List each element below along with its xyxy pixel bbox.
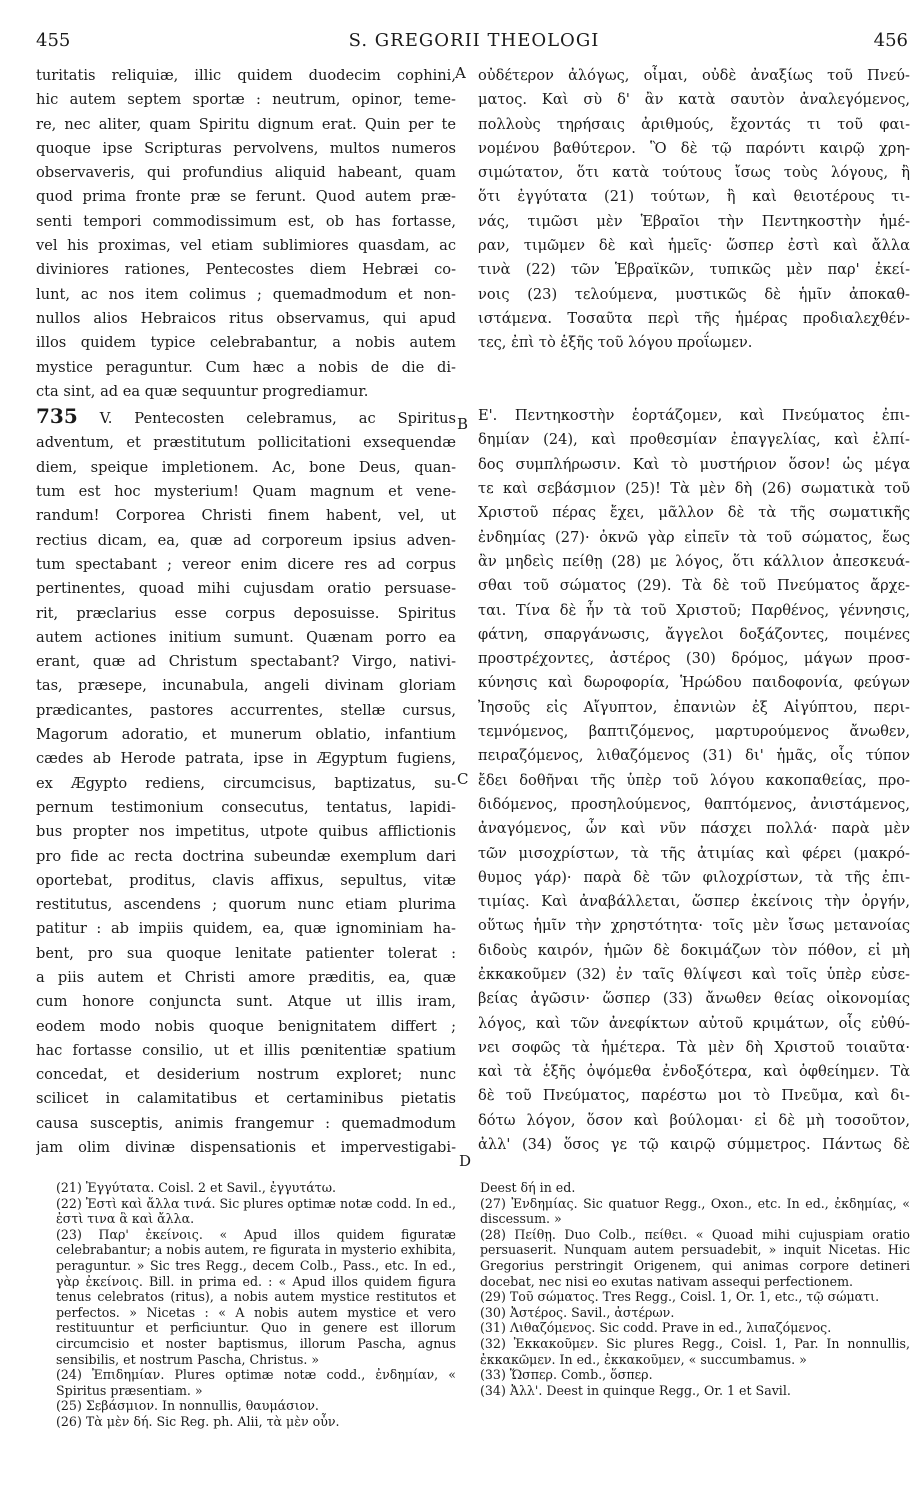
latin-line: restitutus, ascendens ; quorum nunc etiam plurima bbox=[36, 896, 456, 914]
section-number: 735 bbox=[36, 404, 78, 429]
greek-line: ὅτι ἐγγύτατα (21) τούτων, ἢ καὶ θειοτέρους τι- bbox=[478, 188, 910, 206]
footnote: (33) Ὥσπερ. Comb., ὅσπερ. bbox=[480, 1367, 653, 1383]
latin-line: pernum testimonium consecutus, tentatus, lapidi- bbox=[36, 798, 456, 816]
greek-line: Χριστοῦ πέρας ἔχει, μᾶλλον δὲ τὰ τῆς σωματικῆς bbox=[478, 504, 910, 522]
margin-letter-b: B bbox=[457, 415, 469, 433]
greek-line: ματος. Καὶ σὺ δ' ἂν κατὰ σαυτὸν ἀναλεγόμενος, bbox=[478, 91, 910, 109]
greek-line: προστρέχοντες, ἀστέρος (30) δρόμος, μάγων προσ- bbox=[478, 650, 910, 668]
latin-line: eodem modo nobis quoque benignitatem differt ; bbox=[36, 1017, 456, 1035]
greek-line: φάτνη, σπαργάνωσις, ἄγγελοι δοξάζοντες, ποιμένες bbox=[478, 625, 910, 643]
latin-line: rit, præclarius esse corpus deposuisse. Spiritus bbox=[36, 604, 456, 622]
greek-line: τε καὶ σεβάσμιον (25)! Τὰ μὲν δὴ (26) σωματικὰ τοῦ bbox=[478, 480, 910, 498]
greek-column bbox=[478, 64, 910, 1157]
footnote: (25) Σεβάσμιον. In nonnullis, θαυμάσιον. bbox=[56, 1398, 319, 1414]
greek-line: ἀναγόμενος, ὧν καὶ νῦν πάσχει πολλά· παρὰ μὲν bbox=[478, 820, 910, 838]
greek-line: νει σοφῶς τὰ ἡμέτερα. Τὰ μὲν δὴ Χριστοῦ τοιαῦτα· bbox=[478, 1038, 910, 1056]
latin-line: jam olim divinæ dispensationis et impervestigabi- bbox=[36, 1139, 456, 1157]
footnote: (28) Πείθῃ. Duo Colb., πείθει. « Quoad mihi cujuspiam oratio persuaserit. Nunquam autem persuadebit, » inquit Nicetas. Hic Gregorius perstringit Origenem, qui animas corpore detineri docebat, nec nisi eo exutas nativam assequi perfectionem. bbox=[480, 1226, 910, 1289]
greek-line: τῶν μισοχρίστων, τὰ τῆς ἀτιμίας καὶ φέρει (μακρό- bbox=[478, 844, 910, 862]
latin-line: illos quidem typice celebrabantur, a nobis autem bbox=[36, 334, 456, 352]
latin-line-text: V. Pentecosten celebramus, ac Spiritus bbox=[99, 410, 456, 428]
latin-line: tum est hoc mysterium! Quam magnum et vene- bbox=[36, 483, 456, 501]
latin-line: quod prima fronte præ se ferunt. Quod autem præ- bbox=[36, 188, 456, 206]
greek-line: νάς, τιμῶσι μὲν Ἑβραῖοι τὴν Πεντηκοστὴν ἡμέ- bbox=[478, 212, 910, 230]
margin-letter-d: D bbox=[459, 1152, 472, 1170]
latin-line: bus propter nos impetitus, utpote quibus afflictionis bbox=[36, 823, 456, 841]
latin-line: Magorum adoratio, et munerum oblatio, infantium bbox=[36, 726, 456, 744]
latin-line: cta sint, ad ea quæ sequuntur progrediamur. bbox=[36, 382, 369, 400]
latin-paragraph-1 bbox=[36, 64, 456, 404]
margin-letter-a: A bbox=[455, 64, 466, 82]
footnote: (26) Τὰ μὲν δή. Sic Reg. ph. Alii, τὰ μὲν οὖν. bbox=[56, 1413, 340, 1429]
greek-line: δημίαν (24), καὶ προθεσμίαν ἐπαγγελίας, καὶ ἐλπί- bbox=[478, 431, 910, 449]
margin-letter-c: C bbox=[457, 770, 469, 788]
latin-line: rectius dicam, ea, quæ ad corporeum ipsius adven- bbox=[36, 531, 456, 549]
footnote: (22) Ἐστὶ καὶ ἄλλα τινά. Sic plures optimæ notæ codd. In ed., ἐστὶ τινα ἃ καὶ ἄλλα. bbox=[56, 1195, 456, 1227]
footnote: Deest δή in ed. bbox=[480, 1180, 576, 1195]
greek-line: ιστάμενα. Τοσαῦτα περὶ τῆς ἡμέρας προδιαλεχθέν- bbox=[478, 309, 910, 327]
latin-line: observaveris, qui profundius aliquid habeant, quam bbox=[36, 164, 456, 182]
spacer bbox=[478, 356, 910, 405]
greek-line: νοις (23) τελούμενα, μυστικῶς δὲ ἡμῖν ἀποκαθ- bbox=[478, 285, 910, 303]
greek-line: τιμίας. Καὶ ἀναβάλλεται, ὥσπερ ἐκείνοις τὴν ὀργήν, bbox=[478, 893, 910, 911]
greek-line: ἐνδημίας (27)· ὀκνῶ γὰρ εἰπεῖν τὰ τοῦ σώματος, ἕως bbox=[478, 528, 910, 546]
footnotes-right bbox=[480, 1180, 910, 1398]
latin-line: concedat, et desiderium nostrum exploret; nunc bbox=[36, 1066, 456, 1084]
footnotes-left bbox=[56, 1180, 456, 1430]
footnote: (27) Ἐνδημίας. Sic quatuor Regg., Oxon., etc. In ed., ἐκδημίας, « discessum. » bbox=[480, 1195, 910, 1227]
footnote: (34) Ἀλλ'. Deest in quinque Regg., Or. 1 et Savil. bbox=[480, 1382, 791, 1398]
greek-line: λόγος, καὶ τῶν ἀνεφίκτων αὐτοῦ κριμάτων, οἷς εὐθύ- bbox=[478, 1014, 910, 1032]
latin-line: hic autem septem sportæ : neutrum, opinor, teme- bbox=[36, 91, 456, 109]
greek-line: διδόμενος, προσηλούμενος, θαπτόμενος, ἀνιστάμενος, bbox=[478, 795, 910, 813]
footnote: (32) Ἐκκακοῦμεν. Sic plures Regg., Coisl. 1, Par. In nonnullis, ἐκκακῶμεν. In ed., ἐκκακοῦμεν, « succumbamus. » bbox=[480, 1335, 910, 1367]
latin-line: diem, speique impletionem. Ac, bone Deus, quan- bbox=[36, 458, 456, 476]
footnote: (31) Λιθαζόμενος. Sic codd. Prave in ed., λιπαζόμενος. bbox=[480, 1320, 832, 1336]
latin-line: randum! Corporea Christi finem habent, vel, ut bbox=[36, 507, 456, 525]
latin-paragraph-2 bbox=[36, 404, 456, 1160]
running-title: S. GREGORII THEOLOGI bbox=[348, 30, 600, 51]
page-number-right: 456 bbox=[873, 30, 908, 51]
greek-line: βείας ἀγῶσιν· ὥσπερ (33) ἄνωθεν θείας οἰκονομίας bbox=[478, 990, 910, 1008]
latin-line: adventum, et præstitutum pollicitationi exsequendæ bbox=[36, 434, 456, 452]
footnote: (29) Τοῦ σώματος. Tres Regg., Coisl. 1, Or. 1, etc., τῷ σώματι. bbox=[480, 1289, 880, 1305]
latin-line: vel his proximas, vel etiam sublimiores quasdam, ac bbox=[36, 237, 456, 255]
greek-line: ἐκκακοῦμεν (32) ἐν ταῖς θλίψεσι καὶ τοῖς ὑπὲρ εὐσε- bbox=[478, 965, 910, 983]
greek-line: διδοὺς καιρόν, ἡμῶν δὲ δοκιμάζων τὸν πόθον, εἰ μὴ bbox=[478, 941, 910, 959]
latin-line: quoque ipse Scripturas pervolvens, multos numeros bbox=[36, 139, 456, 157]
latin-line: bent, pro sua quoque lenitate patienter tolerat : bbox=[36, 944, 456, 962]
latin-line: re, nec aliter, quam Spiritu dignum erat. Quin per te bbox=[36, 115, 456, 133]
greek-paragraph-1 bbox=[478, 64, 910, 356]
latin-line: diviniores rationes, Pentecostes diem Hebræi co- bbox=[36, 261, 456, 279]
greek-line: Ε'. Πεντηκοστὴν ἑορτάζομεν, καὶ Πνεύματος ἐπι- bbox=[478, 407, 910, 425]
footnote: (30) Ἀστέρος. Savil., ἀστέρων. bbox=[480, 1304, 675, 1320]
latin-line: mystice peraguntur. Cum hæc a nobis de die di- bbox=[36, 358, 456, 376]
greek-line: Ἰησοῦς εἰς Αἴγυπτον, ἐπανιὼν ἐξ Αἰγύπτου, περι- bbox=[478, 698, 910, 716]
footnote: (23) Παρ' ἐκείνοις. « Apud illos quidem figuratæ celebrabantur; a nobis autem, re figurata in mysterio exhibita, peraguntur. » Sic tres Regg., decem Colb., Pass., etc. In ed., γὰρ ἐκείνοις. Bill. in prima ed. : « Apud illos quidem figura tenus celebratos (ritus), a nobis autem mystice restitutos et perfectos. » Nicetas : « A nobis autem mystice et vero restituuntur et perficiuntur. Quo in genere est illorum circumcisio et noster baptismus, illorum Pascha, agnus sensibilis, et nostrum Pascha, Christus. » bbox=[56, 1226, 456, 1367]
latin-line: erant, quæ ad Christum spectabant? Virgo, nativi- bbox=[36, 653, 456, 671]
greek-line: δότω λόγον, ὅσον καὶ βούλομαι· εἰ δὲ μὴ τοσοῦτον, bbox=[478, 1111, 910, 1129]
greek-line: σιμώτατον, ὅτι κατὰ τούτους ἴσως τοὺς λόγους, ἢ bbox=[478, 164, 910, 182]
footnote: (24) Ἐπιδημίαν. Plures optimæ notæ codd., ἐνδημίαν, « Spiritus præsentiam. » bbox=[56, 1367, 456, 1398]
latin-line: cædes ab Herode patrata, ipse in Ægyptum fugiens, bbox=[36, 750, 456, 768]
greek-line: ται. Τίνα δὲ ἦν τὰ τοῦ Χριστοῦ; Παρθένος, γέννησις, bbox=[478, 601, 910, 619]
page-number-left: 455 bbox=[36, 30, 71, 51]
greek-line: δος συμπλήρωσιν. Καὶ τὸ μυστήριον ὅσον! ὡς μέγα bbox=[478, 455, 910, 473]
latin-line: senti tempori commodissimum est, ob has fortasse, bbox=[36, 212, 456, 230]
greek-line: οὐδέτερον ἀλόγως, οἶμαι, οὐδὲ ἀναξίως τοῦ Πνεύ- bbox=[478, 67, 910, 84]
greek-paragraph-2 bbox=[478, 404, 910, 1157]
latin-line: scilicet in calamitatibus et certaminibus pietatis bbox=[36, 1090, 456, 1108]
latin-line bbox=[36, 404, 456, 431]
greek-line: τες, ἐπὶ τὸ ἑξῆς τοῦ λόγου προΐωμεν. bbox=[478, 334, 753, 352]
latin-line: oportebat, proditus, clavis affixus, sepultus, vitæ bbox=[36, 871, 456, 889]
latin-line: tas, præsepe, incunabula, angeli divinam gloriam bbox=[36, 677, 456, 695]
latin-line: ex Ægypto rediens, circumcisus, baptizatus, su- bbox=[36, 774, 456, 792]
greek-line: δὲ τοῦ Πνεύματος, παρέστω μοι τὸ Πνεῦμα, καὶ δι- bbox=[478, 1087, 910, 1105]
greek-line: πειραζόμενος, λιθαζόμενος (31) δι' ἡμᾶς, οἷς τύπον bbox=[478, 747, 910, 765]
latin-column bbox=[36, 64, 456, 1160]
latin-line: causa susceptis, animis frangemur : quemadmodum bbox=[36, 1114, 456, 1132]
latin-line: lunt, ac nos item colimus ; quemadmodum et non- bbox=[36, 285, 456, 303]
latin-line: pro fide ac recta doctrina subeundæ exemplum dari bbox=[36, 847, 456, 865]
greek-line: ἀλλ' (34) ὅσος γε τῷ καιρῷ σύμμετρος. Πάντως δὲ bbox=[478, 1136, 910, 1154]
greek-line: τεμνόμενος, βαπτιζόμενος, μαρτυρούμενος ἄνωθεν, bbox=[478, 723, 910, 741]
greek-line: κύνησις καὶ δωροφορία, Ἡρώδου παιδοφονία, φεύγων bbox=[478, 674, 910, 692]
latin-line: nullos alios Hebraicos ritus observamus, qui apud bbox=[36, 309, 456, 327]
latin-line: tum spectabant ; vereor enim dicere res ad corpus bbox=[36, 555, 456, 573]
latin-line: cum honore conjuncta sunt. Atque ut illis iram, bbox=[36, 993, 456, 1011]
greek-line: νομένου βαθύτερον. Ὃ δὲ τῷ παρόντι καιρῷ χρη- bbox=[478, 139, 910, 157]
latin-line: a piis autem et Christi amore præditis, ea, quæ bbox=[36, 968, 456, 986]
latin-line: autem actiones initium sumunt. Quænam porro ea bbox=[36, 628, 456, 646]
footnote: (21) Ἐγγύτατα. Coisl. 2 et Savil., ἐγγυτάτω. bbox=[56, 1180, 337, 1195]
latin-line: hac fortasse consilio, ut et illis pœnitentiæ spatium bbox=[36, 1041, 456, 1059]
greek-line: πολλοὺς τηρήσαις ἀριθμούς, ἔχοντάς τι τοῦ φαι- bbox=[478, 115, 910, 133]
latin-line: patitur : ab impiis quidem, ea, quæ ignominiam ha- bbox=[36, 920, 456, 938]
greek-line: καὶ τὰ ἑξῆς ὀψόμεθα ἐνδοξότερα, καὶ ὀφθείημεν. Τὰ bbox=[478, 1063, 910, 1081]
latin-line: prædicantes, pastores accurrentes, stellæ cursus, bbox=[36, 701, 456, 719]
greek-line: τινὰ (22) τῶν Ἑβραϊκῶν, τυπικῶς μὲν παρ' ἐκεί- bbox=[478, 261, 910, 279]
latin-line: turitatis reliquiæ, illic quidem duodecim cophini, bbox=[36, 67, 456, 84]
page-header bbox=[36, 30, 912, 56]
greek-line: ἔδει δοθῆναι τῆς ὑπὲρ τοῦ λόγου κακοπαθείας, προ- bbox=[478, 771, 910, 789]
greek-line: θυμος γάρ)· παρὰ δὲ τῶν φιλοχρίστων, τὰ τῆς ἐπι- bbox=[478, 868, 910, 886]
greek-line: ἂν μηδεὶς πείθῃ (28) με λόγος, ὅτι κάλλιον ἀπεσκευά- bbox=[478, 552, 910, 570]
greek-line: ραν, τιμῶμεν δὲ καὶ ἡμεῖς· ὥσπερ ἐστὶ καὶ ἄλλα bbox=[478, 237, 910, 255]
latin-line: pertinentes, quoad mihi cujusdam oratio persuase- bbox=[36, 580, 456, 598]
greek-line: σθαι τοῦ σώματος (29). Τὰ δὲ τοῦ Πνεύματος ἄρχε- bbox=[478, 577, 910, 595]
greek-line: οὕτως ἡμῖν τὴν χρηστότητα· τοῖς μὲν ἴσως μετανοίας bbox=[478, 917, 910, 935]
